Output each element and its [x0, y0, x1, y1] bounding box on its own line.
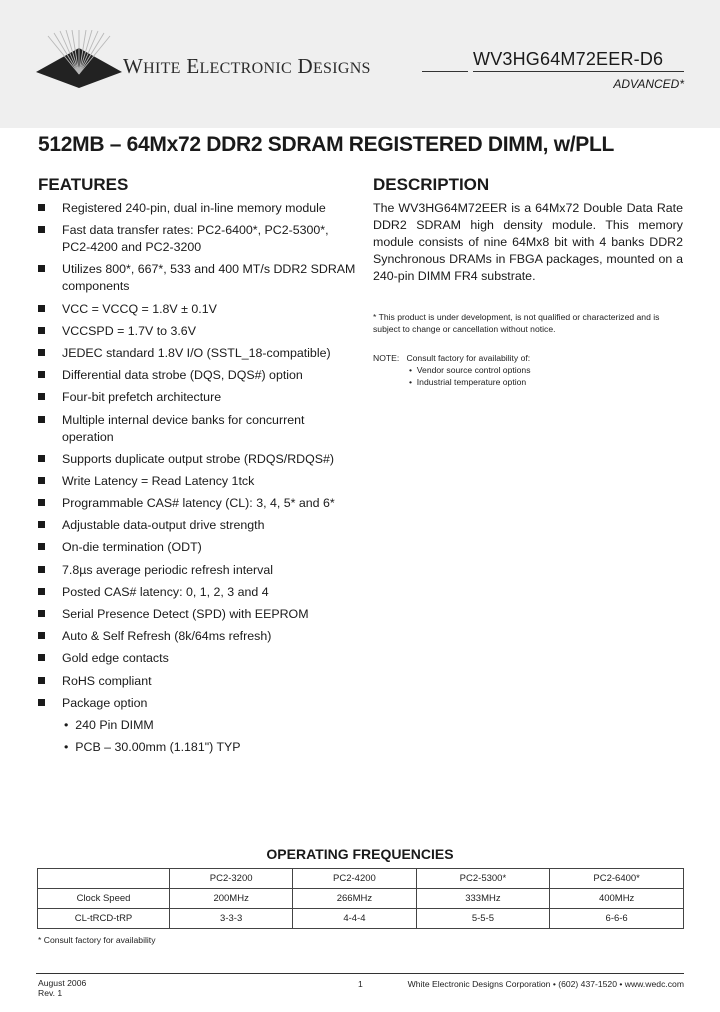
bullet-icon	[38, 654, 45, 661]
bullet-icon	[38, 204, 45, 211]
list-item: 7.8µs average periodic refresh interval	[38, 562, 358, 579]
list-item: On-die termination (ODT)	[38, 539, 358, 556]
list-item: Serial Presence Detect (SPD) with EEPROM	[38, 606, 358, 623]
note-text: Consult factory for availability of:	[406, 353, 531, 363]
page-title: 512MB – 64Mx72 DDR2 SDRAM REGISTERED DIMM, w/PLL	[38, 133, 615, 156]
table-header-cell: PC2-3200	[170, 869, 293, 889]
sub-list-item: • 240 Pin DIMM	[64, 717, 154, 732]
bullet-icon	[38, 699, 45, 706]
footer-rev: Rev. 1	[38, 988, 63, 998]
list-item: Registered 240-pin, dual in-line memory module	[38, 200, 358, 217]
bullet-icon	[38, 566, 45, 573]
operating-frequencies-table	[37, 868, 684, 929]
list-item: Four-bit prefetch architecture	[38, 389, 358, 406]
list-item: VCCSPD = 1.7V to 3.6V	[38, 323, 358, 340]
list-item: RoHS compliant	[38, 673, 358, 690]
table-cell: 5-5-5	[416, 909, 550, 929]
table-cell: 400MHz	[550, 889, 684, 909]
bullet-icon	[38, 588, 45, 595]
features-heading: FEATURES	[38, 175, 129, 194]
company-logo-icon	[36, 30, 122, 90]
table-cell: 6-6-6	[550, 909, 684, 929]
list-item: Fast data transfer rates: PC2-6400*, PC2-5300*, PC2-4200 and PC2-3200	[38, 222, 358, 256]
features-list	[38, 200, 358, 761]
bullet-icon	[38, 265, 45, 272]
bullet-icon	[38, 499, 45, 506]
table-header-cell: PC2-4200	[293, 869, 416, 889]
bullet-icon	[38, 455, 45, 462]
bullet-icon	[38, 543, 45, 550]
list-item: Differential data strobe (DQS, DQS#) option	[38, 367, 358, 384]
list-item: Write Latency = Read Latency 1tck	[38, 473, 358, 490]
description-heading: DESCRIPTION	[373, 175, 490, 194]
note-item: • Vendor source control options	[409, 365, 531, 375]
sub-list-item: • PCB – 30.00mm (1.181") TYP	[64, 739, 241, 754]
bullet-icon	[38, 521, 45, 528]
development-footnote: * This product is under development, is not qualified or characterized and is subject to change or cancellation without notice.	[373, 312, 660, 334]
list-item: Package option	[38, 695, 358, 712]
table-title: OPERATING FREQUENCIES	[266, 846, 454, 862]
list-item: Multiple internal device banks for concurrent operation	[38, 412, 358, 446]
bullet-icon	[38, 477, 45, 484]
list-item: Supports duplicate output strobe (RDQS/RDQS#)	[38, 451, 358, 468]
row-label: CL-tRCD-tRP	[38, 909, 170, 929]
table-cell: 4-4-4	[293, 909, 416, 929]
list-item: Adjustable data-output drive strength	[38, 517, 358, 534]
bullet-icon	[38, 327, 45, 334]
row-label: Clock Speed	[38, 889, 170, 909]
brand-name: WHITE ELECTRONIC DESIGNS	[123, 54, 371, 78]
header-rule-left	[422, 71, 468, 72]
footer-date: August 2006	[38, 978, 87, 988]
note-label: NOTE:	[373, 353, 400, 363]
bullet-icon	[38, 610, 45, 617]
table-header-row	[38, 869, 684, 889]
bullet-icon	[38, 305, 45, 312]
bullet-icon	[38, 371, 45, 378]
table-header-cell: PC2-6400*	[550, 869, 684, 889]
table-row	[38, 889, 684, 909]
availability-note	[373, 352, 531, 388]
page-number: 1	[358, 979, 363, 989]
list-item: Gold edge contacts	[38, 650, 358, 667]
table-header-cell: PC2-5300*	[416, 869, 550, 889]
list-item: Programmable CAS# latency (CL): 3, 4, 5* and 6*	[38, 495, 358, 512]
bullet-icon	[38, 393, 45, 400]
bullet-icon	[38, 349, 45, 356]
footer-company: White Electronic Designs Corporation • (602) 437-1520 • www.wedc.com	[407, 979, 684, 989]
bullet-icon	[38, 226, 45, 233]
bullet-icon	[38, 632, 45, 639]
table-cell: 266MHz	[293, 889, 416, 909]
header-rule-right	[473, 71, 684, 72]
list-item: Utilizes 800*, 667*, 533 and 400 MT/s DDR2 SDRAM components	[38, 261, 358, 295]
table-cell: 3-3-3	[170, 909, 293, 929]
note-item: • Industrial temperature option	[409, 377, 527, 387]
list-item: Auto & Self Refresh (8k/64ms refresh)	[38, 628, 358, 645]
list-item: JEDEC standard 1.8V I/O (SSTL_18-compatible)	[38, 345, 358, 362]
list-item: Posted CAS# latency: 0, 1, 2, 3 and 4	[38, 584, 358, 601]
bullet-icon	[38, 677, 45, 684]
status-badge: ADVANCED*	[613, 77, 684, 91]
footer-rule	[36, 973, 684, 974]
list-item: VCC = VCCQ = 1.8V ± 0.1V	[38, 301, 358, 318]
footer-date-rev	[38, 978, 86, 998]
bullet-icon	[38, 416, 45, 423]
table-cell: 200MHz	[170, 889, 293, 909]
table-cell	[38, 869, 170, 889]
description-text: The WV3HG64M72EER is a 64Mx72 Double Data Rate DDR2 SDRAM high density module. This memory module consists of nine 64Mx8 bit with 4 banks DDR2 Synchronous DRAMs in FBGA packages, mounted on a 240-pin DIMM FR4 substrate.	[373, 201, 683, 283]
part-number: WV3HG64M72EER-D6	[473, 49, 664, 69]
table-row	[38, 909, 684, 929]
table-footnote: * Consult factory for availability	[38, 935, 156, 945]
table-cell: 333MHz	[416, 889, 550, 909]
